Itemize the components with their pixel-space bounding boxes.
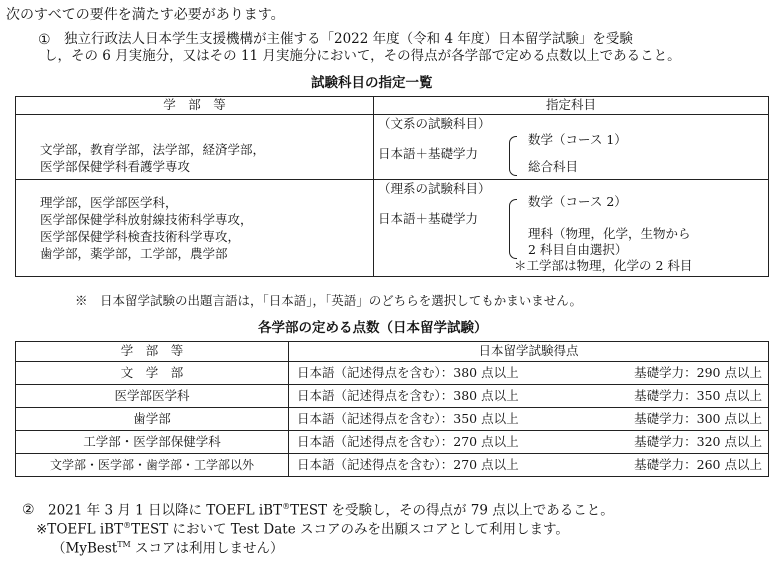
subject-option: 2 科目自由選択） <box>528 242 628 257</box>
table-row <box>16 115 769 180</box>
req2-line1-post: TEST を受験し，その得点が 79 点以上であること。 <box>290 502 614 519</box>
req2-line2-post: TEST において Test Date スコアのみを出願スコアとして利用します。 <box>131 521 569 538</box>
requirement-1-line2: し，その 6 月実施分，又はその 11 月実施分において，その得点が各学部で定める点数以上であること。 <box>44 48 681 64</box>
score-japanese: 日本語（記述得点を含む）：270 点以上 <box>289 454 570 477</box>
req2-line3-pre: （MyBest <box>52 540 118 557</box>
score-dept: 医学部医学科 <box>16 385 289 408</box>
table1-footnote: ※ 日本留学試験の出題言語は，「日本語」，「英語」のどちらを選択してもかまいません。 <box>75 293 583 308</box>
subject-group-label: （理系の試験科目） <box>378 181 491 196</box>
brace-icon <box>509 199 517 259</box>
trademark: TM <box>117 540 131 549</box>
table-row <box>16 454 769 477</box>
table-row <box>16 362 769 385</box>
table1-header-dept: 学 部 等 <box>16 97 374 115</box>
subject-group-label: （文系の試験科目） <box>378 116 491 131</box>
table-row <box>16 408 769 431</box>
brace-icon <box>509 136 517 176</box>
score-basic: 基礎学力：300 点以上 <box>569 408 769 431</box>
dept-line: 医学部保健学科看護学専攻 <box>40 159 191 174</box>
registered-mark: ® <box>282 502 291 511</box>
subject-base: 日本語＋基礎学力 <box>378 211 479 226</box>
table-row <box>16 431 769 454</box>
requirement-1-marker: ① <box>38 32 51 48</box>
table-row <box>16 385 769 408</box>
subject-option: 数学（コース 1） <box>528 132 627 147</box>
req2-line1-pre: 2021 年 3 月 1 日以降に TOEFL iBT <box>48 502 283 519</box>
subject-option: 総合科目 <box>528 159 579 174</box>
table1-header-subject: 指定科目 <box>374 97 769 115</box>
score-dept: 歯学部 <box>16 408 289 431</box>
requirement-2-line2 <box>36 522 569 537</box>
score-basic: 基礎学力：290 点以上 <box>569 362 769 385</box>
requirement-1-line1: 独立行政法人日本学生支援機構が主催する「2022 年度（令和 4 年度）日本留学試験」を受験 <box>64 31 633 47</box>
dept-line: 文学部，教育学部，法学部，経済学部， <box>40 142 266 157</box>
table2-title: 各学部の定める点数（日本留学試験） <box>258 320 488 336</box>
scores-table <box>15 341 769 477</box>
score-japanese: 日本語（記述得点を含む）：350 点以上 <box>289 408 570 431</box>
subjects-table <box>15 96 769 277</box>
dept-line: 医学部保健学科検査技術科学専攻， <box>40 229 241 244</box>
score-basic: 基礎学力：350 点以上 <box>569 385 769 408</box>
score-dept: 工学部・医学部保健学科 <box>16 431 289 454</box>
req2-line3-post: スコアは利用しません） <box>130 540 284 557</box>
dept-line: 医学部保健学科放射線技術科学専攻， <box>40 212 253 227</box>
table1-row1-subjects <box>374 115 769 180</box>
table1-row1-depts <box>16 115 374 180</box>
table2-header-score: 日本留学試験得点 <box>289 342 769 362</box>
subject-note: ＊工学部は物理，化学の 2 科目 <box>514 258 693 273</box>
registered-mark: ® <box>123 521 132 530</box>
score-dept: 文 学 部 <box>16 362 289 385</box>
score-japanese: 日本語（記述得点を含む）：380 点以上 <box>289 385 570 408</box>
table2-header-dept: 学 部 等 <box>16 342 289 362</box>
score-japanese: 日本語（記述得点を含む）：380 点以上 <box>289 362 570 385</box>
intro-text: 次のすべての要件を満たす必要があります。 <box>6 7 285 23</box>
subject-option: 理科（物理，化学，生物から <box>528 226 691 241</box>
subject-option: 数学（コース 2） <box>528 194 627 209</box>
requirement-2-line3 <box>52 541 284 556</box>
dept-line: 理学部，医学部医学科， <box>40 195 178 210</box>
score-basic: 基礎学力：260 点以上 <box>569 454 769 477</box>
score-japanese: 日本語（記述得点を含む）：270 点以上 <box>289 431 570 454</box>
table1-row2-subjects <box>374 180 769 277</box>
dept-line: 歯学部，薬学部，工学部，農学部 <box>40 246 228 261</box>
req2-line2-pre: ※TOEFL iBT <box>36 521 124 538</box>
score-dept: 文学部・医学部・歯学部・工学部以外 <box>16 454 289 477</box>
table1-row2-depts <box>16 180 374 277</box>
requirement-2-marker: ② <box>22 502 35 518</box>
score-basic: 基礎学力：320 点以上 <box>569 431 769 454</box>
subject-base: 日本語＋基礎学力 <box>378 146 479 161</box>
table1-title: 試験科目の指定一覧 <box>311 75 433 91</box>
requirement-2-line1 <box>48 503 614 518</box>
table-row <box>16 180 769 277</box>
